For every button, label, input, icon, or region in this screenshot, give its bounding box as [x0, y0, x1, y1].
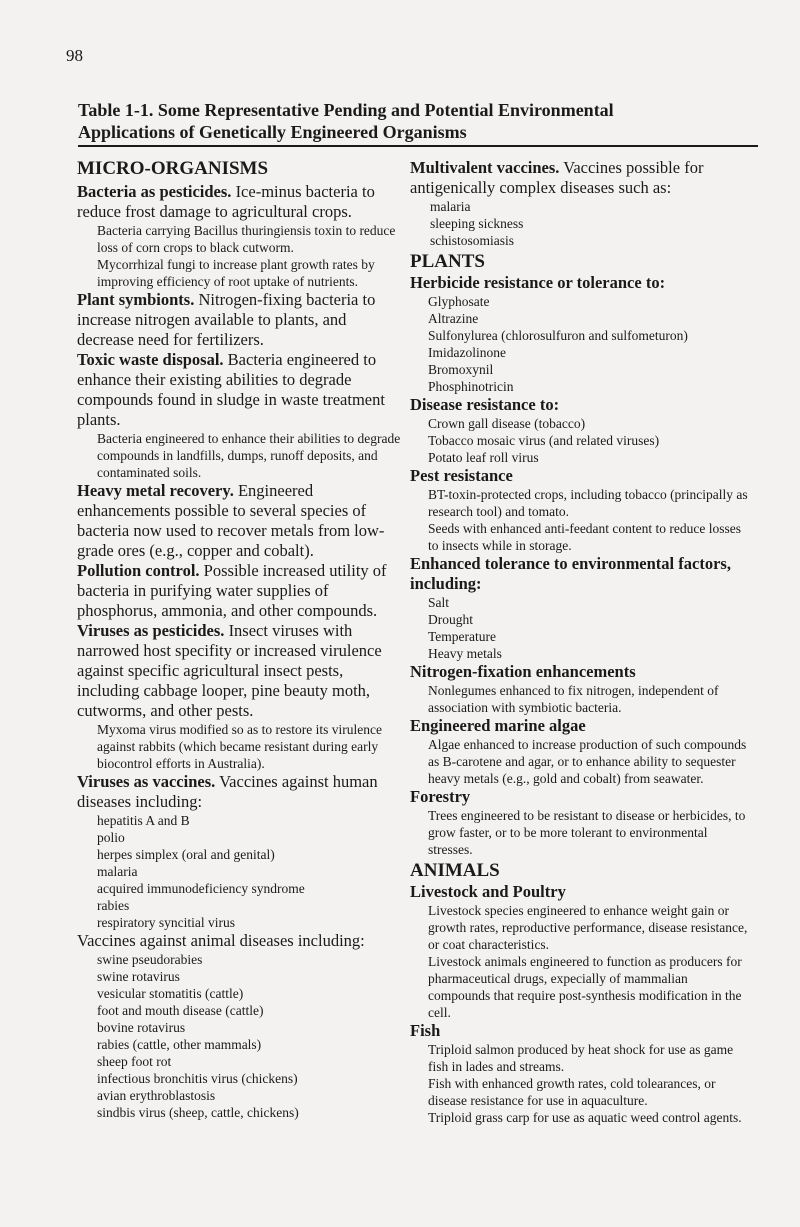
plant-symbionts-entry [77, 290, 402, 350]
list-item: hepatitis A and B [97, 813, 190, 828]
list-item: bovine rotavirus [97, 1020, 186, 1035]
viruses-vaccines-text: Vaccines against human diseases including: [77, 772, 378, 811]
list-item: Bromoxynil [428, 362, 494, 377]
list-item: foot and mouth disease (cattle) [97, 1003, 264, 1018]
nitrogen-fixation-title: Nitrogen-fixation enhancements [410, 662, 636, 681]
list-item: schistosomiasis [430, 233, 515, 248]
list-item: sindbis virus (sheep, cattle, chickens) [97, 1105, 299, 1120]
viruses-pesticides-title: Viruses as pesticides. [77, 621, 225, 640]
toxic-waste-entry [77, 350, 402, 430]
plant-symbionts-text: Nitrogen-fixing bacteria to increase nitrogen available to plants, and decrease need for fertilizers. [77, 290, 376, 349]
list-item: Drought [428, 612, 473, 627]
animal-vaccines-text: Vaccines against animal diseases including: [77, 931, 365, 950]
list-item: rabies (cattle, other mammals) [97, 1037, 262, 1052]
environmental-tolerance-title: Enhanced tolerance to environmental factors, including: [410, 554, 731, 593]
toxic-waste-note: Bacteria engineered to enhance their abilities to degrade compounds in landfills, dumps, runoff deposits, and contaminated soils. [97, 431, 401, 480]
toxic-waste-text: Bacteria engineered to enhance their existing abilities to degrade compounds found in sludge in waste treatment plants. [77, 350, 385, 429]
viruses-vaccines-entry [77, 772, 402, 812]
list-item: avian erythroblastosis [97, 1088, 216, 1103]
plant-symbionts-title: Plant symbionts. [77, 290, 195, 309]
myxoma-note: Myxoma virus modified so as to restore its virulence against rabbits (which became resistant during early biocontrol efforts in Australia). [97, 722, 382, 771]
viruses-vaccines-title: Viruses as vaccines. [77, 772, 216, 791]
right-column [410, 158, 750, 1126]
bacteria-pesticides-title: Bacteria as pesticides. [77, 182, 232, 201]
page-number: 98 [66, 46, 83, 65]
herbicide-title: Herbicide resistance or tolerance to: [410, 273, 666, 292]
herbicide-list [410, 293, 750, 395]
heavy-metal-text: Engineered enhancements possible to several species of bacteria now used to recover metals from low-grade ores (e.g., copper and cobalt). [77, 481, 385, 560]
heavy-metal-title: Heavy metal recovery. [77, 481, 234, 500]
list-item: Potato leaf roll virus [428, 450, 539, 465]
viruses-pesticides-text: Insect viruses with narrowed host specifity or increased virulence against specific agricultural insect pests, including cabbage looper, pine beauty moth, cutworms, and other pests. [77, 621, 382, 720]
multivalent-title: Multivalent vaccines. [410, 158, 560, 177]
livestock-list [410, 902, 750, 1021]
list-item: vesicular stomatitis (cattle) [97, 986, 244, 1001]
pollution-control-text: Possible increased utility of bacteria in purifying water supplies of phosphorus, ammonia, and other compounds. [77, 561, 387, 620]
micro-organisms-heading: MICRO-ORGANISMS [77, 158, 269, 179]
environmental-tolerance-list [410, 594, 750, 662]
pest-resistance-title: Pest resistance [410, 466, 513, 485]
table-title-line-1: Table 1-1. Some Representative Pending and Potential Environmental [78, 100, 614, 120]
plants-heading: PLANTS [410, 251, 485, 272]
list-item: Heavy metals [428, 646, 502, 661]
list-item: rabies [97, 898, 130, 913]
marine-algae-title: Engineered marine algae [410, 716, 586, 735]
list-item: Triploid salmon produced by heat shock for use as game fish in lades and streams. [428, 1042, 734, 1074]
list-item: herpes simplex (oral and genital) [97, 847, 275, 862]
list-item: acquired immunodeficiency syndrome [97, 881, 305, 896]
list-item: swine rotavirus [97, 969, 180, 984]
multivalent-entry [410, 158, 750, 198]
list-item: Livestock species engineered to enhance weight gain or growth rates, reproductive performance, disease resistance, or coat characteristics. [428, 903, 748, 952]
list-item: Glyphosate [428, 294, 490, 309]
list-item: polio [97, 830, 125, 845]
bacteria-pesticides-entry [77, 182, 402, 222]
list-item: Tobacco mosaic virus (and related viruses) [428, 433, 660, 448]
toxic-waste-title: Toxic waste disposal. [77, 350, 224, 369]
fish-list [410, 1041, 750, 1126]
list-item: Sulfonylurea (chlorosulfuron and sulfometuron) [428, 328, 688, 343]
list-item: malaria [430, 199, 471, 214]
list-item: Salt [428, 595, 450, 610]
list-item: Phosphinotricin [428, 379, 514, 394]
pest-resistance-list [410, 486, 750, 554]
nitrogen-fixation-item: Nonlegumes enhanced to fix nitrogen, independent of association with symbiotic bacteria. [428, 683, 719, 715]
livestock-title: Livestock and Poultry [410, 882, 566, 901]
list-item: sleeping sickness [430, 216, 524, 231]
list-item: Crown gall disease (tobacco) [428, 416, 586, 431]
multivalent-text: Vaccines possible for antigenically complex diseases such as: [410, 158, 704, 197]
forestry-item: Trees engineered to be resistant to disease or herbicides, to grow faster, or to be more tolerant to environmental stresses. [428, 808, 746, 857]
list-item: Livestock animals engineered to function as producers for pharmaceutical drugs, expecially of mammalian compounds that require post-synthesis modification in the cell. [428, 954, 742, 1020]
fish-title: Fish [410, 1021, 441, 1040]
list-item: sheep foot rot [97, 1054, 172, 1069]
viruses-pesticides-entry [77, 621, 402, 721]
left-column [77, 158, 402, 1121]
forestry-title: Forestry [410, 787, 471, 806]
list-item: Temperature [428, 629, 497, 644]
pesticides-note: Bacteria carrying Bacillus thuringiensis toxin to reduce loss of corn crops to black cutworm. [97, 223, 396, 255]
animal-disease-list [77, 951, 402, 1121]
multivalent-list [410, 198, 750, 249]
list-item: infectious bronchitis virus (chickens) [97, 1071, 298, 1086]
list-item: Seeds with enhanced anti-feedant content to reduce losses to insects while in storage. [428, 521, 742, 553]
table-title-line-2: Applications of Genetically Engineered Organisms [78, 122, 467, 142]
list-item: respiratory syncitial virus [97, 915, 235, 930]
disease-resistance-list [410, 415, 750, 466]
disease-resistance-title: Disease resistance to: [410, 395, 560, 414]
human-disease-list [77, 812, 402, 931]
pollution-control-entry [77, 561, 402, 621]
pollution-control-title: Pollution control. [77, 561, 200, 580]
list-item: swine pseudorabies [97, 952, 203, 967]
marine-algae-item: Algae enhanced to increase production of such compounds as B-carotene and agar, or to enhance ability to sequester heavy metals (e.g., gold and cobalt) from seawater. [428, 737, 747, 786]
bacteria-pesticides-text: Ice-minus bacteria to reduce frost damage to agricultural crops. [77, 182, 375, 221]
list-item: Altrazine [428, 311, 479, 326]
list-item: BT-toxin-protected crops, including tobacco (principally as research tool) and tomato. [428, 487, 748, 519]
list-item: malaria [97, 864, 138, 879]
list-item: Fish with enhanced growth rates, cold tolearances, or disease resistance for use in aquaculture. [428, 1076, 716, 1108]
pesticides-note: Mycorrhizal fungi to increase plant growth rates by improving efficiency of root uptake of nutrients. [97, 257, 375, 289]
heavy-metal-entry [77, 481, 402, 561]
list-item: Imidazolinone [428, 345, 506, 360]
list-item: Triploid grass carp for use as aquatic weed control agents. [428, 1110, 742, 1125]
table-title [78, 99, 758, 147]
animals-heading: ANIMALS [410, 860, 500, 881]
